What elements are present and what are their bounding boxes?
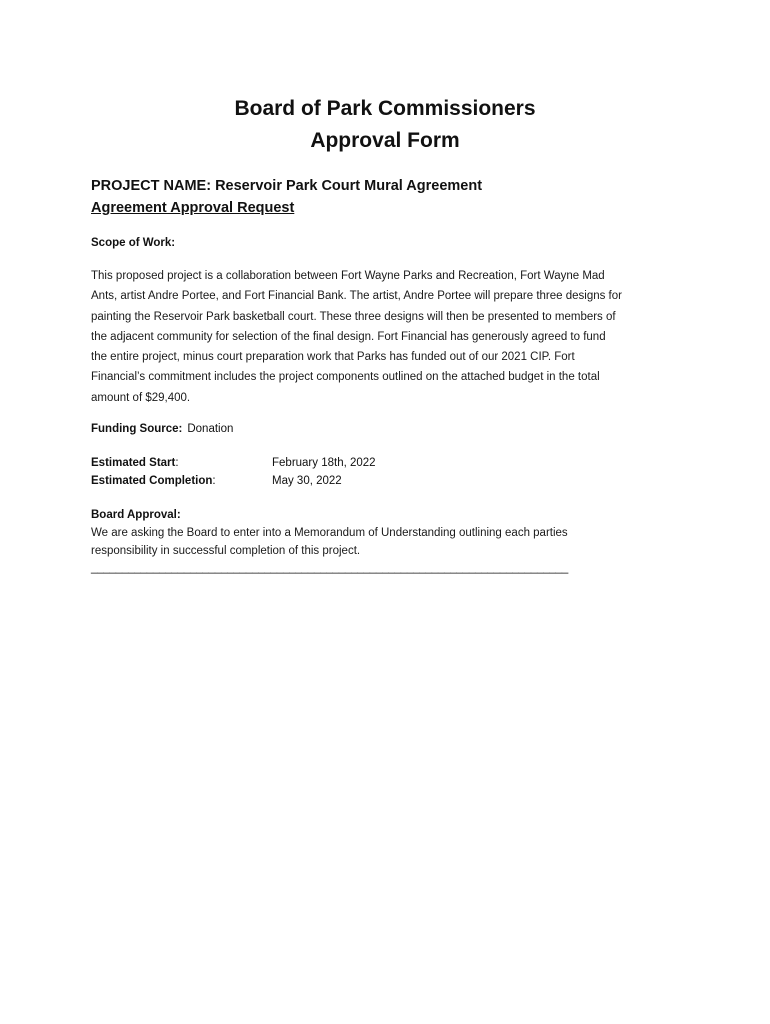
estimated-start-value: February 18th, 2022 — [272, 457, 376, 469]
board-approval-line: responsibility in successful completion of this project. — [91, 545, 361, 557]
scope-of-work-label: Scope of Work: — [91, 237, 176, 249]
schedule-block — [91, 454, 376, 490]
scope-of-work-body — [91, 266, 691, 408]
project-name-heading: PROJECT NAME: Reservoir Park Court Mural Agreement — [91, 178, 483, 194]
document-title — [0, 93, 770, 157]
scope-line: This proposed project is a collaboration between Fort Wayne Parks and Recreation, Fort Wayne Mad — [91, 270, 605, 282]
estimated-start-row: Estimated Start: February 18th, 2022 — [91, 454, 216, 472]
approval-request-heading: Agreement Approval Request — [91, 200, 295, 216]
scope-line: the entire project, minus court preparation work that Parks has funded out of our 2021 CIP. Fort — [91, 351, 575, 364]
title-line-1: Board of Park Commissioners — [234, 97, 536, 120]
scope-line: the adjacent community for selection of the final design. Fort Financial has generously agreed to fund — [91, 330, 606, 343]
board-approval-label: Board Approval: — [91, 509, 181, 521]
title-line-2: Approval Form — [310, 129, 460, 152]
funding-source-value: Donation — [187, 423, 234, 435]
estimated-completion-row: Estimated Completion: May 30, 2022 — [91, 472, 216, 490]
estimated-completion-label: Estimated Completion — [91, 475, 213, 487]
estimated-start-label: Estimated Start — [91, 457, 176, 469]
scope-line: Financial’s commitment includes the project components outlined on the attached budget in the total — [91, 371, 600, 384]
estimated-completion-value: May 30, 2022 — [272, 475, 342, 487]
scope-line: painting the Reservoir Park basketball court. These three designs will then be presented to members of — [91, 310, 616, 323]
scope-line: Ants, artist Andre Portee, and Fort Financial Bank. The artist, Andre Portee will prepare three designs for — [91, 290, 622, 303]
signature-rule: _____________________________________________________________________________ — [91, 562, 569, 574]
scope-line: amount of $29,400. — [91, 391, 191, 404]
funding-source-label: Funding Source: — [91, 423, 183, 435]
funding-source-row — [91, 420, 233, 438]
board-approval-line: We are asking the Board to enter into a Memorandum of Understanding outlining each parties — [91, 527, 568, 539]
board-approval-body — [91, 524, 651, 560]
